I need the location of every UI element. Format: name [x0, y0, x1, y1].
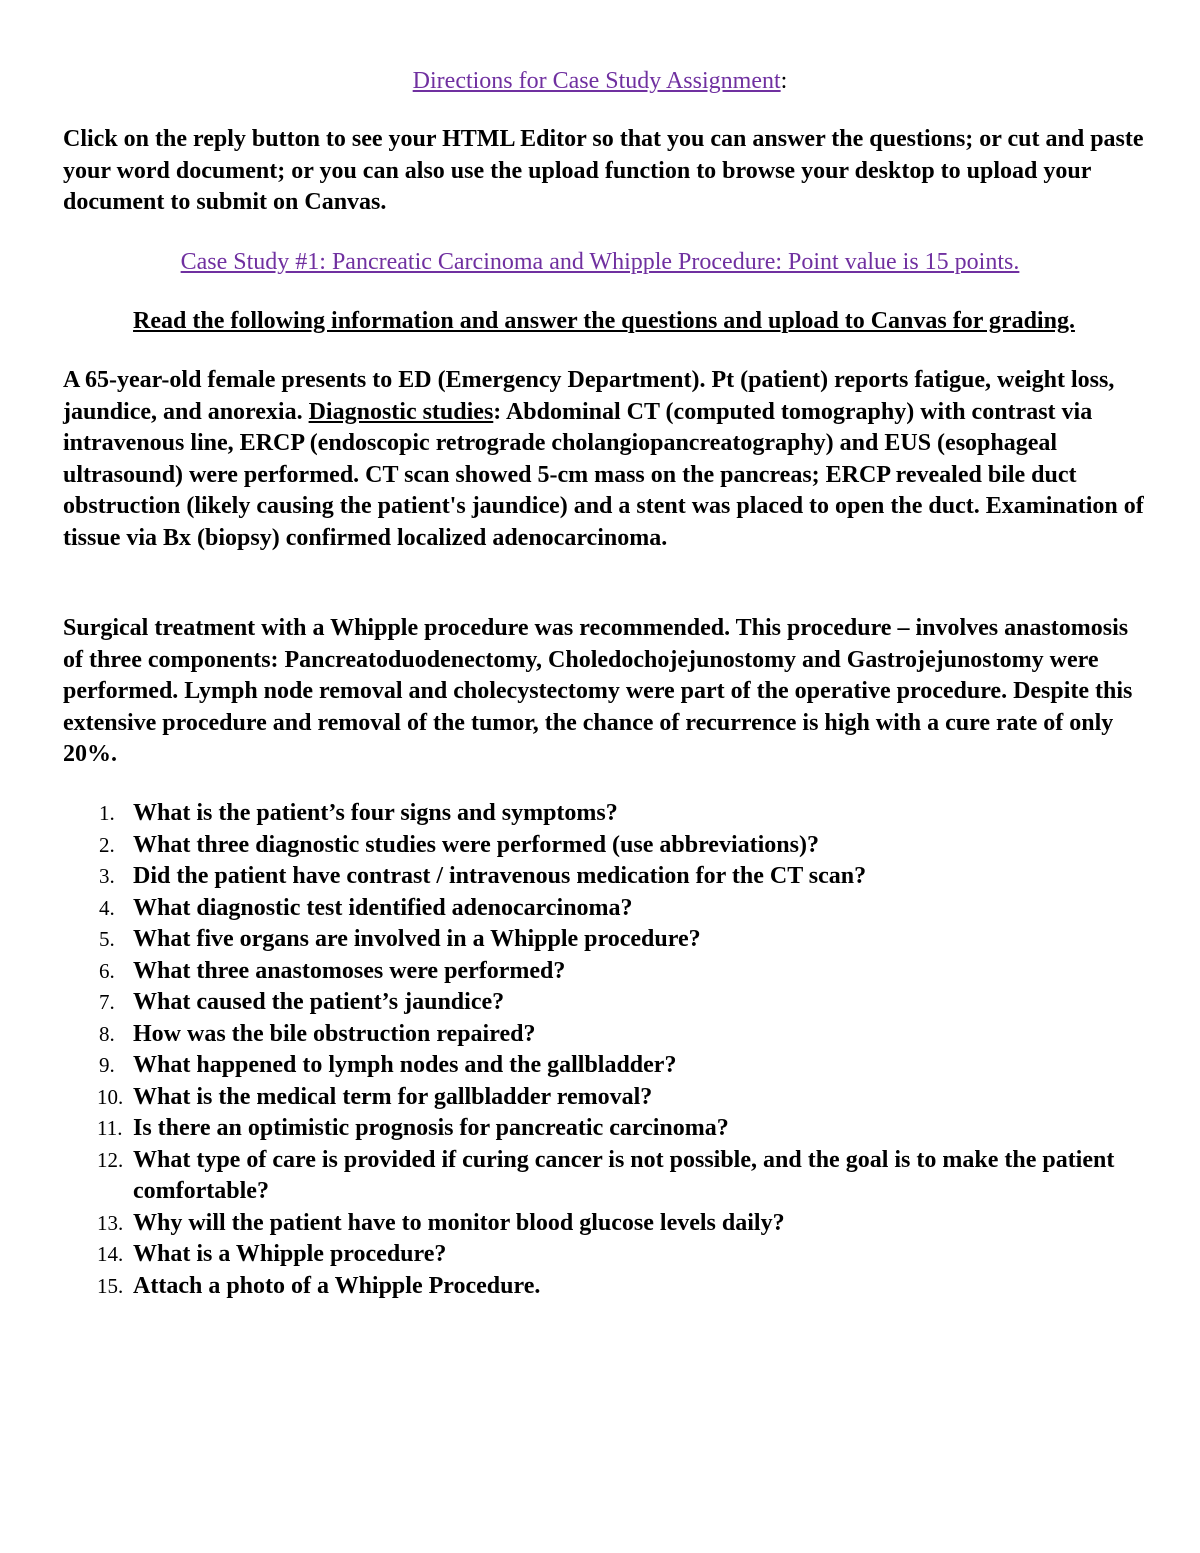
question-text: What three anastomoses were performed?	[133, 957, 566, 984]
directions-heading	[0, 66, 1200, 96]
question-text: Is there an optimistic prognosis for pancreatic carcinoma?	[133, 1115, 729, 1141]
question-number: 1.	[99, 801, 115, 825]
question-list	[63, 798, 1147, 1302]
question-item	[63, 893, 1147, 925]
question-item	[63, 861, 1147, 893]
question-item	[63, 1113, 1147, 1145]
question-text: What happened to lymph nodes and the gallbladder?	[133, 1052, 677, 1078]
question-item	[63, 1145, 1147, 1208]
question-item	[63, 1239, 1147, 1271]
question-number: 12.	[97, 1147, 124, 1172]
question-text: What is the patient’s four signs and symptoms?	[133, 800, 618, 826]
question-number: 7.	[99, 990, 115, 1014]
question-item	[63, 830, 1147, 862]
case-paragraph-1	[63, 365, 1147, 554]
question-item	[63, 924, 1147, 956]
question-number: 5.	[99, 927, 115, 951]
case-paragraph-2: Surgical treatment with a Whipple procedure was recommended. This procedure – involves anastomosis of three components: Pancreatoduodenectomy, Choledochojejunostomy and Gastrojejunostomy were performed. Lymph node removal and cholecystectomy were part of the operative procedure. Despite this extensive procedure and removal of the tumor, the chance of recurrence is high with a cure rate of only 20%.	[63, 615, 1133, 767]
diagnostic-studies-label: Diagnostic studies	[308, 398, 494, 425]
question-number: 4.	[99, 895, 115, 920]
question-item	[63, 1050, 1147, 1082]
question-number: 3.	[99, 864, 115, 888]
case-paragraph-1-start: A 65-year-old female presents to ED (Emergency Department). Pt (patient) reports fatigue, weight loss, jaundice, and anorexia.	[63, 367, 1115, 425]
question-text: What three diagnostic studies were performed (use abbreviations)?	[133, 831, 819, 858]
question-text: What is a Whipple procedure?	[133, 1241, 447, 1267]
directions-title-colon: :	[780, 68, 788, 94]
question-item	[63, 1208, 1147, 1240]
case-study-title: Case Study #1: Pancreatic Carcinoma and Whipple Procedure: Point value is 15 points.	[180, 249, 1020, 275]
question-number: 11.	[97, 1116, 123, 1140]
question-text: What diagnostic test identified adenocarcinoma?	[133, 894, 633, 921]
question-text: What five organs are involved in a Whipple procedure?	[133, 926, 701, 952]
question-text: Did the patient have contrast / intravenous medication for the CT scan?	[133, 863, 867, 889]
question-item	[63, 956, 1147, 988]
question-item	[63, 1082, 1147, 1114]
directions-title: Directions for Case Study Assignment	[412, 68, 781, 94]
question-text: Why will the patient have to monitor blood glucose levels daily?	[133, 1209, 785, 1236]
question-text: What is the medical term for gallbladder removal?	[133, 1083, 653, 1110]
question-number: 15.	[97, 1273, 124, 1298]
question-text: What type of care is provided if curing cancer is not possible, and the goal is to make the patient comfortable?	[133, 1146, 1115, 1204]
case-paragraph-1-end: : Abdominal CT (computed tomography) with contrast via intravenous line, ERCP (endoscopic retrograde cholangiopancreatography) and EUS (esophageal ultrasound) were performed. CT scan showed 5-cm mass on the pancreas; ERCP revealed bile duct obstruction (likely causing the patient's jaundice) and a stent was placed to open the duct. Examination of tissue via Bx (biopsy) confirmed localized adenocarcinoma.	[63, 398, 1144, 551]
question-number: 2.	[99, 832, 115, 857]
question-text: Attach a photo of a Whipple Procedure.	[133, 1272, 541, 1299]
question-number: 8.	[99, 1021, 115, 1046]
question-number: 10.	[97, 1084, 124, 1109]
question-item	[63, 798, 1147, 830]
question-item	[63, 987, 1147, 1019]
question-number: 13.	[97, 1210, 124, 1235]
directions-paragraph: Click on the reply button to see your HTML Editor so that you can answer the questions; or cut and paste your word document; or you can also use the upload function to browse your desktop to upload your document to submit on Canvas.	[63, 126, 1144, 215]
question-number: 9.	[99, 1053, 115, 1077]
question-item	[63, 1019, 1147, 1051]
question-item	[63, 1271, 1147, 1303]
question-number: 6.	[99, 958, 115, 983]
question-number: 14.	[97, 1242, 124, 1266]
instruction-line: Read the following information and answer the questions and upload to Canvas for grading.	[133, 308, 1075, 334]
question-text: What caused the patient’s jaundice?	[133, 989, 505, 1015]
question-text: How was the bile obstruction repaired?	[133, 1020, 536, 1047]
